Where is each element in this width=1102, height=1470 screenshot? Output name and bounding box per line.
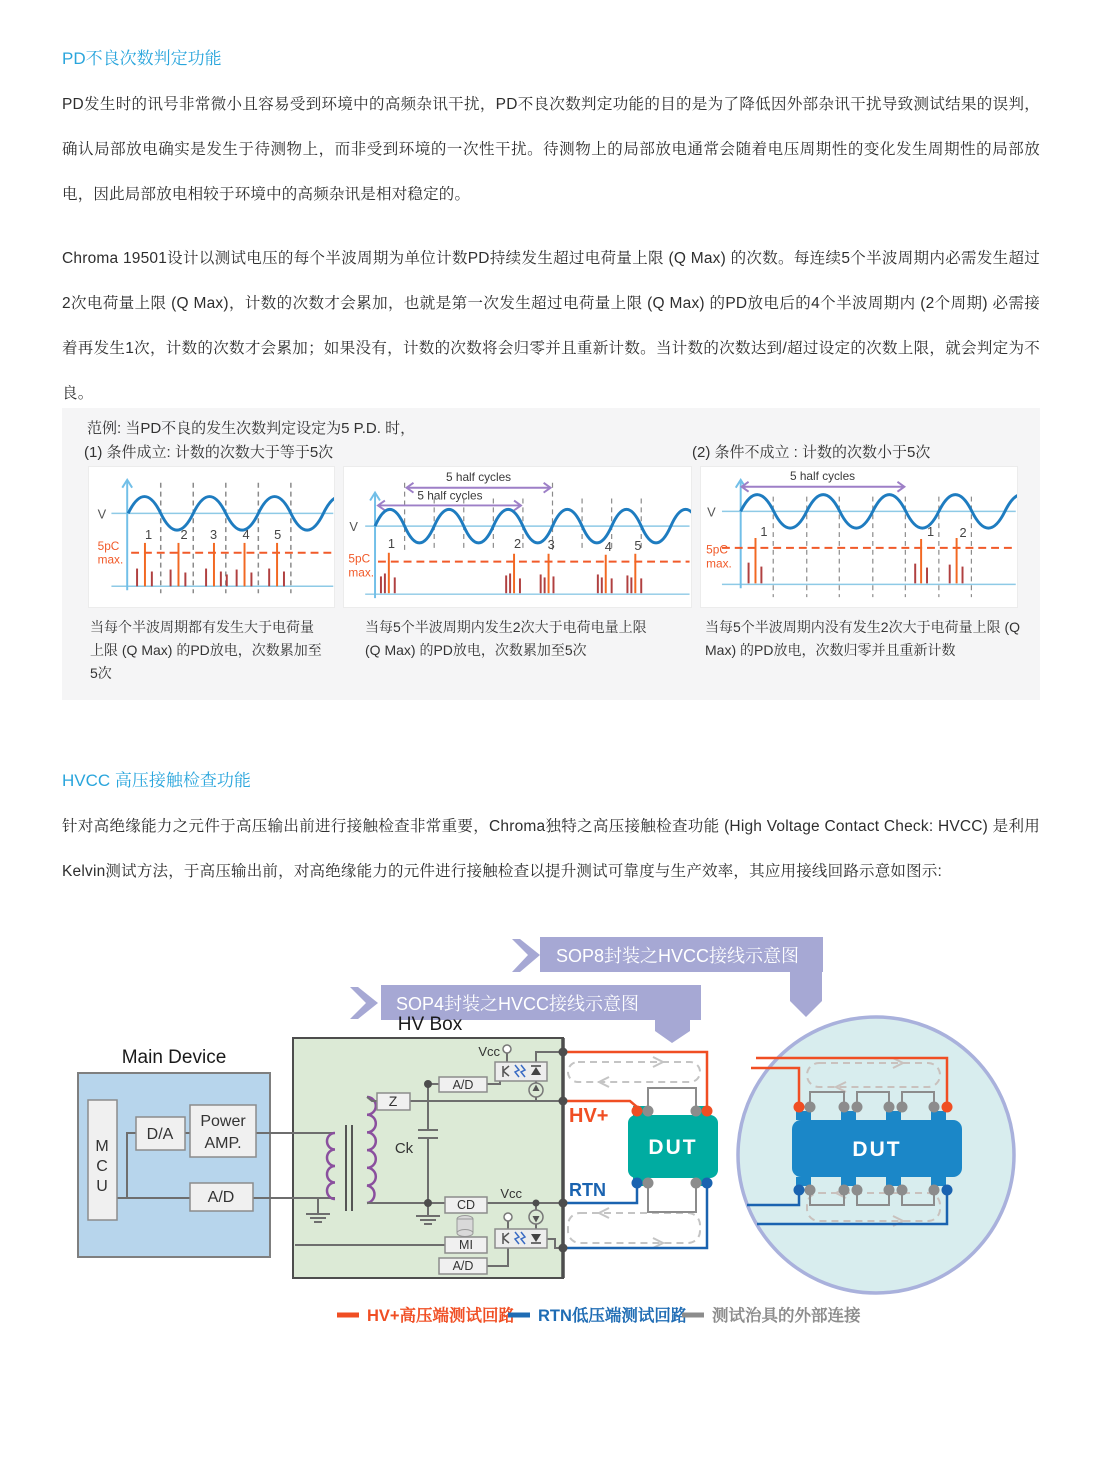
- figure-caption-3: 当每5个半波周期内没有发生2次大于电荷量上限 (Q Max) 的PD放电，次数归零并且重新计数: [705, 619, 1021, 658]
- vcc-terminal: [503, 1045, 511, 1053]
- svg-text:1: 1: [387, 535, 395, 551]
- figure-case2-label: (2) 条件不成立 : 计数的次数小于5次: [692, 444, 931, 461]
- mi-label: MI: [459, 1238, 473, 1252]
- ck-label: Ck: [394, 1140, 414, 1157]
- main-device-title: Main Device: [121, 1047, 227, 1068]
- figure-case1-label: (1) 条件成立: 计数的次数大于等于5次: [84, 444, 334, 461]
- v-axis-label: V: [707, 504, 716, 520]
- svg-text:4: 4: [604, 538, 612, 554]
- pd-waveform-diagram-3: [700, 466, 1018, 608]
- pd-waveform-diagram-1: [88, 466, 335, 608]
- vcc-terminal: [504, 1213, 512, 1221]
- count-numbers: [145, 527, 281, 542]
- svg-text:DUT: DUT: [648, 1136, 698, 1159]
- ad-label: A/D: [452, 1078, 474, 1092]
- svg-text:AMP.: AMP.: [204, 1135, 242, 1152]
- figure-caption-1: 当每个半波周期都有发生大于电荷量上限 (Q Max) 的PD放电，次数累加至5次: [90, 619, 322, 681]
- svg-text:max.: max.: [706, 556, 732, 571]
- pd-waveform-diagram-2: [343, 466, 692, 608]
- svg-text:max.: max.: [348, 565, 375, 580]
- dut-sop4: [628, 1106, 718, 1186]
- mcu-label: M: [95, 1138, 109, 1155]
- rtn-label: RTN: [569, 1180, 606, 1200]
- v-axis-label: V: [97, 506, 107, 522]
- pd-paragraph-1: PD发生时的讯号非常微小且容易受到环境中的高频杂讯干扰，PD不良次数判定功能的目的是为了降低因外部杂讯干扰导致测试结果的误判，确认局部放电确实是发生于待测物上，而非受到环境的一次性干扰。待测物上的局部放电通常会随着电压周期性的变化发生周期性的局部放电，因此局部放电相较于环境中的高频杂讯是相对稳定的。: [62, 96, 1040, 203]
- legend-label-hv: HV+高压端测试回路: [367, 1307, 516, 1325]
- svg-text:2: 2: [959, 525, 967, 540]
- qmax-label: 5pC: [97, 538, 120, 553]
- legend: [337, 1305, 861, 1325]
- hvcc-circuit-diagram: [0, 925, 1102, 1340]
- svg-text:2: 2: [180, 526, 188, 542]
- vcc-label: Vcc: [500, 1186, 522, 1201]
- hvcc-paragraph: 针对高绝缘能力之元件于高压输出前进行接触检查非常重要，Chroma独特之高压接触检查功能 (High Voltage Contact Check: HVCC) 是利用Kelvin测试方法，于高压输出前，对高绝缘能力的元件进行接触检查以提升测试可靠度与生产效率，其应用接线回路示意如图示:: [62, 818, 1040, 880]
- pd-spikes-small: [749, 563, 963, 584]
- vcc-label: Vcc: [478, 1044, 500, 1059]
- svg-text:3: 3: [210, 526, 218, 542]
- svg-text:5: 5: [274, 526, 282, 542]
- legend-label-fixture: 测试治具的外部连接: [712, 1307, 861, 1325]
- svg-text:5: 5: [634, 537, 642, 553]
- svg-text:DUT: DUT: [852, 1138, 902, 1161]
- pd-example-figure: [62, 408, 1040, 700]
- pd-spikes-small: [381, 573, 641, 593]
- pd-paragraph-2: Chroma 19501设计以测试电压的每个半波周期为单位计数PD持续发生超过电荷量上限 (Q Max) 的次数。每连续5个半波周期内必需发生超过2次电荷量上限 (Q Max)，计数的次数才会累加，也就是第一次发生超过电荷量上限 (Q Max) 的PD放电后的4个半波周期内 (2个周期) 必需接着再发生1次，计数的次数才会累加；如果没有，计数的次数将会归零并且重新计数。当计数的次数达到/超过设定的次数上限，就会判定为不良。: [62, 250, 1040, 402]
- figure-title: 范例: 当PD不良的发生次数判定设定为5 P.D. 时，: [87, 420, 416, 437]
- hv-plus-label: HV+: [569, 1105, 609, 1127]
- svg-text:max.: max.: [97, 552, 124, 567]
- svg-text:C: C: [96, 1158, 108, 1175]
- z-label: Z: [388, 1093, 398, 1109]
- qmax-label: 5pC: [348, 551, 371, 566]
- svg-text:1: 1: [144, 526, 153, 542]
- svg-text:SOP8封装之HVCC接线示意图: SOP8封装之HVCC接线示意图: [556, 946, 800, 966]
- svg-text:SOP4封装之HVCC接线示意图: SOP4封装之HVCC接线示意图: [396, 994, 640, 1014]
- da-label: D/A: [146, 1126, 174, 1143]
- legend-label-rtn: RTN低压端测试回路: [538, 1307, 688, 1325]
- svg-text:1: 1: [760, 524, 768, 540]
- half-cycles-label: 5 half cycles: [789, 468, 856, 483]
- svg-text:U: U: [96, 1178, 108, 1195]
- qmax-label: 5pC: [706, 542, 728, 557]
- ad-label: A/D: [207, 1189, 235, 1206]
- half-cycles-label: 5 half cycles: [446, 469, 512, 484]
- half-cycle-arrows: [742, 482, 905, 492]
- power-amp-label: Power: [200, 1113, 246, 1130]
- v-axis-label: V: [349, 519, 358, 535]
- half-cycles-label: 5 half cycles: [417, 488, 483, 503]
- hv-box-title: HV Box: [397, 1014, 463, 1035]
- svg-text:2: 2: [514, 535, 522, 551]
- svg-text:4: 4: [242, 526, 250, 542]
- pd-spikes-tall: [145, 543, 277, 586]
- cd-label: CD: [456, 1198, 476, 1212]
- svg-text:3: 3: [547, 536, 555, 552]
- svg-text:1: 1: [927, 524, 935, 540]
- pd-spikes-small: [137, 569, 284, 587]
- ad-label: A/D: [452, 1259, 474, 1273]
- dut-sop8: [792, 1111, 962, 1186]
- figure-caption-2: 当每5个半波周期内发生2次大于电荷电量上限 (Q Max) 的PD放电，次数累加至5次: [365, 619, 647, 658]
- hvcc-section-heading: HVCC 高压接触检查功能: [62, 771, 251, 790]
- pd-section-heading: PD不良次数判定功能: [62, 49, 222, 68]
